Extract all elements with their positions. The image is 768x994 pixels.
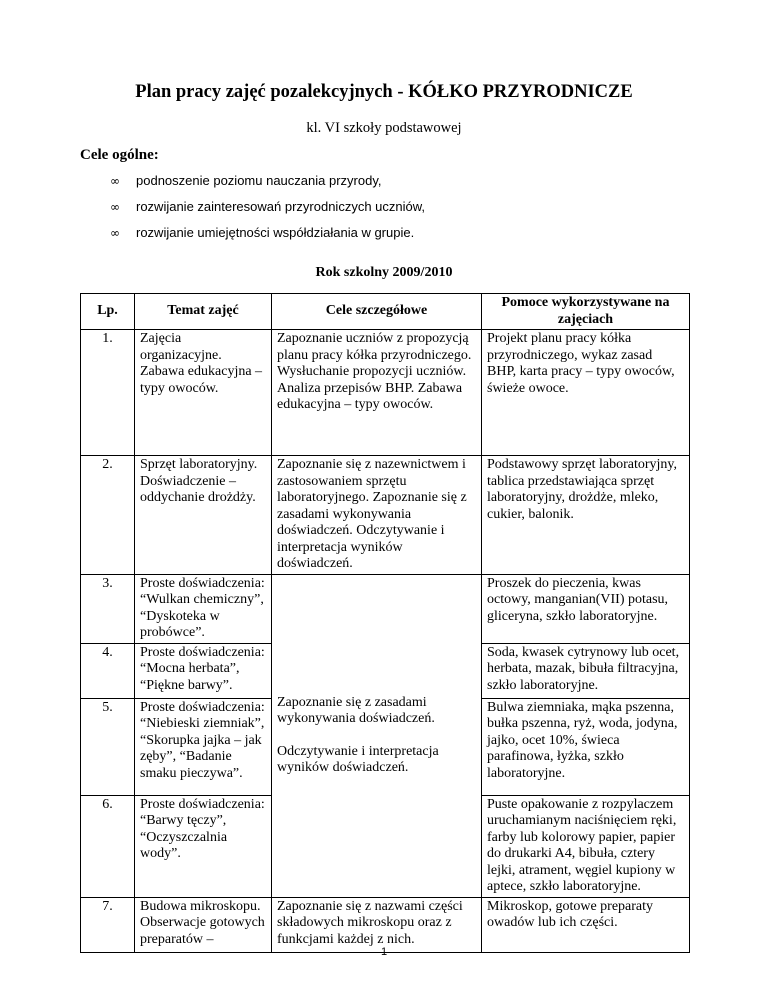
list-item: ∞ podnoszenie poziomu nauczania przyrody,	[110, 173, 425, 199]
table-row	[81, 330, 690, 456]
row-aids: Mikroskop, gotowe preparaty owadów lub ich części.	[482, 897, 690, 952]
row-goals: Zapoznanie uczniów z propozycją planu pracy kółka przyrodniczego. Wysłuchanie propozycji uczniów. Analiza przepisów BHP. Zabawa edukacyjna – typy owoców.	[272, 330, 482, 456]
merged-goals-cell	[272, 574, 482, 897]
row-topic: Proste doświadczenia: “Mocna herbata”, “Piękne barwy”.	[135, 643, 272, 698]
row-lp: 6.	[81, 795, 135, 897]
header-topic: Temat zajęć	[135, 294, 272, 330]
general-goals-list	[110, 173, 425, 251]
row-lp: 4.	[81, 643, 135, 698]
row-aids: Proszek do pieczenia, kwas octowy, manganian(VII) potasu, gliceryna, szkło laboratoryjne.	[482, 574, 690, 643]
row-topic: Zajęcia organizacyjne. Zabawa edukacyjna – typy owoców.	[135, 330, 272, 456]
row-topic: Budowa mikroskopu. Obserwacje gotowych preparatów –	[135, 897, 272, 952]
plan-table	[80, 293, 690, 953]
row-lp: 5.	[81, 698, 135, 795]
table-row	[81, 456, 690, 575]
row-topic: Proste doświadczenia: “Wulkan chemiczny”, “Dyskoteka w probówce”.	[135, 574, 272, 643]
header-aids: Pomoce wykorzystywane na zajęciach	[482, 294, 690, 330]
document-title: Plan pracy zajęć pozalekcyjnych - KÓŁKO PRZYRODNICZE	[135, 82, 633, 102]
merged-goals-line-1: Zapoznanie się z zasadami wykonywania doświadczeń.	[277, 694, 435, 726]
row-aids: Projekt planu pracy kółka przyrodniczego, wykaz zasad BHP, karta pracy – typy owoców, świeże owoce.	[482, 330, 690, 456]
infinity-bullet-icon: ∞	[110, 200, 120, 214]
header-lp: Lp.	[81, 294, 135, 330]
row-topic: Proste doświadczenia: “Barwy tęczy”, “Oczyszczalnia wody”.	[135, 795, 272, 897]
list-item: ∞ rozwijanie zainteresowań przyrodniczych uczniów,	[110, 199, 425, 225]
row-aids: Bulwa ziemniaka, mąka pszenna, bułka pszenna, ryż, woda, jodyna, jajko, ocet 10%, świeca parafinowa, łyżka, szkło laboratoryjne.	[482, 698, 690, 795]
row-aids: Podstawowy sprzęt laboratoryjny, tablica przedstawiająca sprzęt laboratoryjny, drożdże, mleko, cukier, balonik.	[482, 456, 690, 575]
row-goals: Zapoznanie się z nazwami części składowych mikroskopu oraz z funkcjami każdej z nich.	[272, 897, 482, 952]
infinity-bullet-icon: ∞	[110, 174, 120, 188]
row-lp: 7.	[81, 897, 135, 952]
table-row	[81, 897, 690, 952]
row-topic: Sprzęt laboratoryjny. Doświadczenie – oddychanie drożdży.	[135, 456, 272, 575]
row-topic: Proste doświadczenia: “Niebieski ziemniak”, “Skorupka jajka – jak zęby”, “Badanie smaku pieczywa”.	[135, 698, 272, 795]
row-aids: Soda, kwasek cytrynowy lub ocet, herbata, mazak, bibuła filtracyjna, szkło laboratoryjne.	[482, 643, 690, 698]
row-aids: Puste opakowanie z rozpylaczem uruchamianym naciśnięciem ręki, farby lub kolorowy papier, papier do drukarki A4, bibuła, cztery lejki, atrament, węgiel kupiony w aptece, szkło laboratoryjne.	[482, 795, 690, 897]
list-item: ∞ rozwijanie umiejętności współdziałania w grupie.	[110, 225, 425, 251]
document-subtitle: kl. VI szkoły podstawowej	[306, 120, 462, 136]
school-year: Rok szkolny 2009/2010	[315, 265, 453, 280]
table-header-row	[81, 294, 690, 330]
row-lp: 2.	[81, 456, 135, 575]
page-number: 1	[380, 946, 388, 958]
header-goals: Cele szczegółowe	[272, 294, 482, 330]
infinity-bullet-icon: ∞	[110, 226, 120, 240]
table-row	[81, 574, 690, 643]
row-goals: Zapoznanie się z nazewnictwem i zastosowaniem sprzętu laboratoryjnego. Zapoznanie się z zasadami wykonywania doświadczeń. Odczytywanie i interpretacja wyników doświadczeń.	[272, 456, 482, 575]
row-lp: 3.	[81, 574, 135, 643]
row-lp: 1.	[81, 330, 135, 456]
merged-goals-line-2: Odczytywanie i interpretacja wyników doświadczeń.	[277, 743, 439, 775]
general-goals-heading: Cele ogólne:	[80, 147, 159, 163]
